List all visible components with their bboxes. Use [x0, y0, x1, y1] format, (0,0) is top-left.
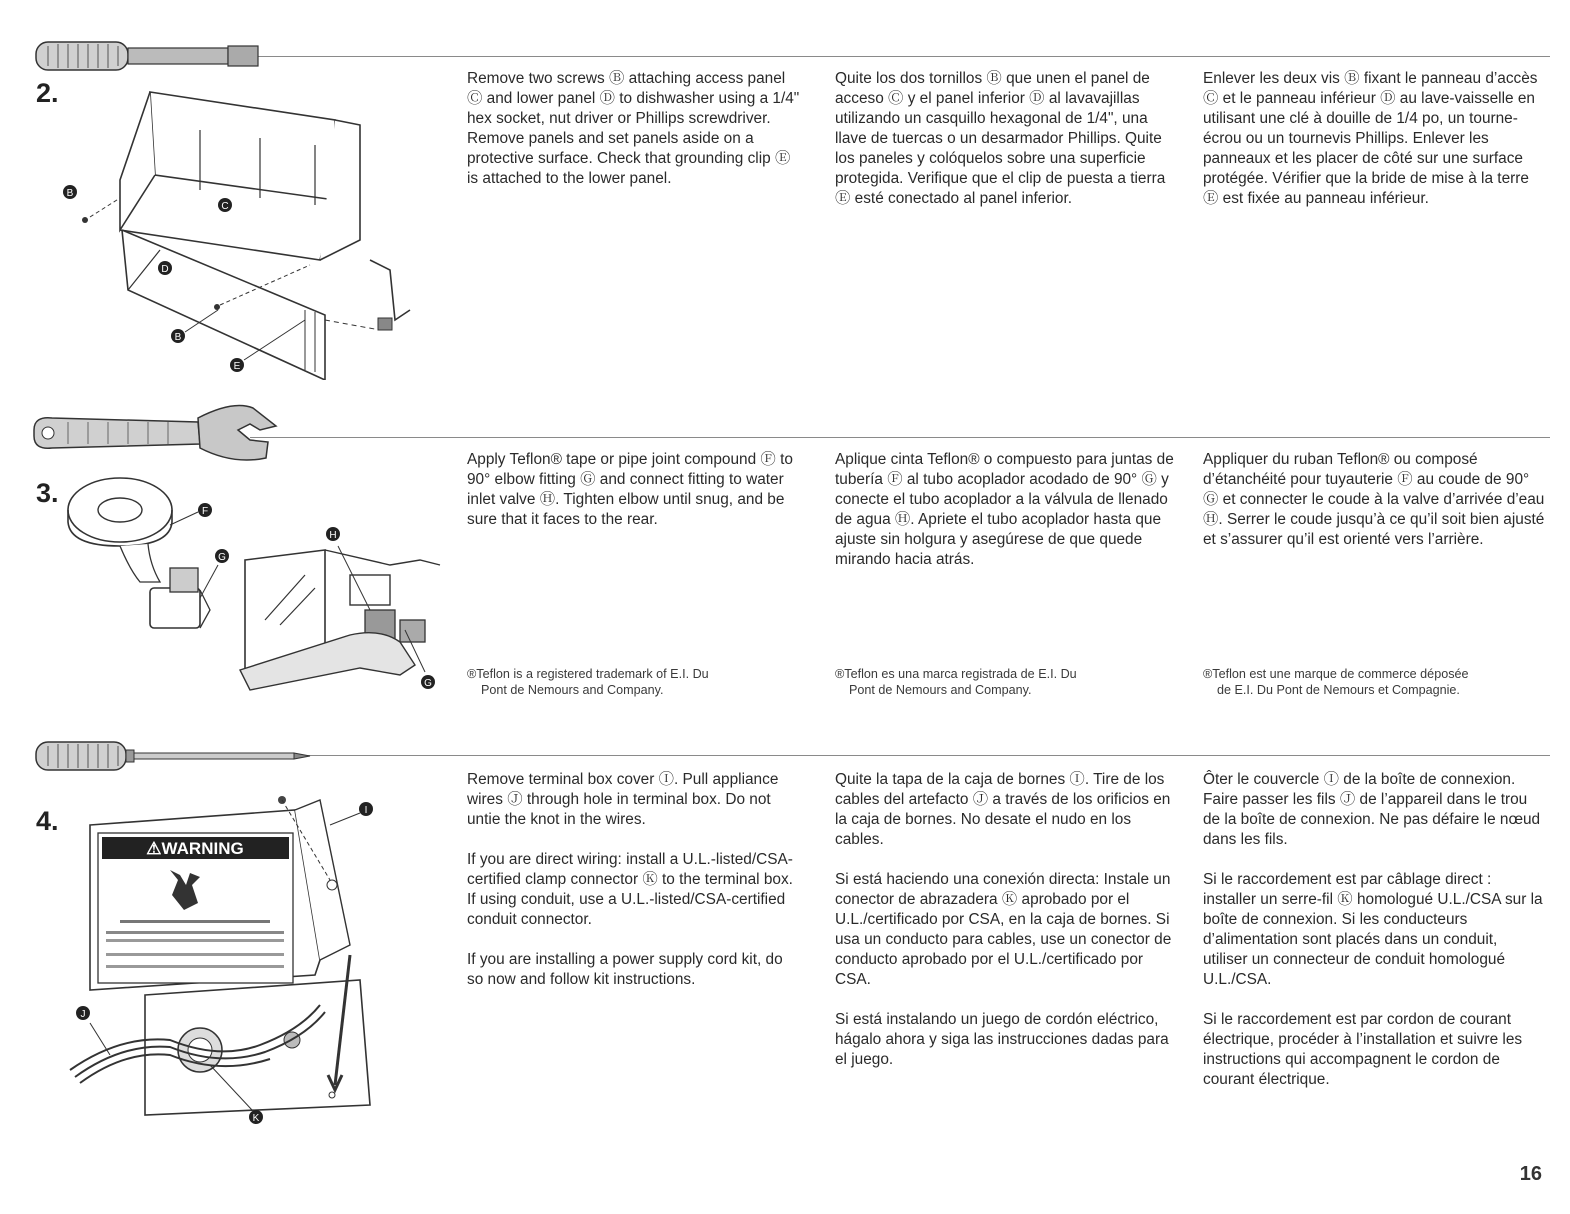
label-d: D	[161, 264, 169, 275]
trademark-french-line-2: de E.I. Du Pont de Nemours et Compagnie.	[1217, 683, 1460, 697]
trademark-note-french	[1203, 666, 1548, 698]
step-4-text-french	[1203, 770, 1543, 1090]
trademark-note-spanish	[835, 666, 1165, 698]
step-2-text-spanish	[835, 69, 1175, 209]
label-g-upper: G	[218, 552, 226, 563]
label-e: E	[233, 361, 241, 372]
label-j: J	[80, 1009, 86, 1020]
step-4-rule	[250, 755, 1550, 756]
trademark-english-line-2: Pont de Nemours and Company.	[481, 683, 664, 697]
adjustable-wrench-icon	[28, 400, 288, 470]
step-3-number: 3.	[36, 478, 59, 508]
step-4-illustration	[60, 785, 390, 1125]
step-2-rule	[250, 56, 1550, 57]
label-g-lower: G	[424, 678, 432, 689]
step-4-french-paragraph-2: Si le raccordement est par câblage direct : installer un serre-fil Ⓚ homologué U.L./CSA sur la boîte de connexion. Si les conducteurs d’alimentation sont placés dans un conduit, utiliser un connecteur de conduit homologué U.L./CSA.	[1203, 871, 1543, 988]
step-2-text-english	[467, 69, 802, 189]
step-3-english-paragraph: Apply Teflon® tape or pipe joint compound Ⓕ to 90° elbow fitting Ⓖ and connect fitting to water inlet valve Ⓗ. Tighten elbow until snug, and be sure that it faces to the rear.	[467, 451, 793, 528]
step-4-english-paragraph-3: If you are installing a power supply cord kit, do so now and follow kit instructions.	[467, 951, 783, 988]
step-3-french-paragraph: Appliquer du ruban Teflon® ou composé d’étanchéité pour tuyauterie Ⓕ au coude de 90° Ⓖ et connecter le coude à la valve d’arrivée d’eau Ⓗ. Serrer le coude jusqu’à ce qu’il soit bien ajusté et s’assurer qu’il est orienté vers l’arrière.	[1203, 451, 1545, 548]
step-2-text-french	[1203, 69, 1543, 209]
label-b-lower: B	[174, 332, 182, 343]
step-4-spanish-paragraph-2: Si está haciendo una conexión directa: Instale un conector de abrazadera Ⓚ aprobado por el U.L./certificado por CSA, en la caja de bornes. Si usa un conducto para cables, use un conector de conducto aprobado por el U.L./certificado por CSA.	[835, 871, 1172, 988]
step-2-illustration	[60, 80, 420, 380]
trademark-french-line-1: ®Teflon est une marque de commerce déposée	[1203, 667, 1469, 681]
trademark-note-english	[467, 666, 797, 698]
step-4-text-spanish	[835, 770, 1175, 1070]
step-3-rule	[250, 437, 1550, 438]
trademark-english-line-1: ®Teflon is a registered trademark of E.I. Du	[467, 667, 709, 681]
step-4-french-paragraph-1: Ôter le couvercle Ⓘ de la boîte de connexion. Faire passer les fils Ⓙ de l’appareil dans le trou de la boîte de connexion. Ne pas défaire le nœud dans les fils.	[1203, 771, 1541, 848]
step-4-english-paragraph-2: If you are direct wiring: install a U.L.-listed/CSA-certified clamp connector Ⓚ to the terminal box. If using conduit, use a U.L.-listed/CSA-certified conduit connector.	[467, 851, 793, 928]
page-number: 16	[1519, 1163, 1542, 1185]
step-2-french-paragraph: Enlever les deux vis Ⓑ fixant le panneau d’accès Ⓒ et le panneau inférieur Ⓓ au lave-vaisselle en utilisant une clé à douille de 1/4 po, un tourne-écrou ou un tournevis Phillips. Enlever les panneaux et les placer de côté sur une surface protégée. Vérifier que la bride de mise à la terre Ⓔ est fixée au panneau inférieur.	[1203, 70, 1538, 207]
step-4-spanish-paragraph-1: Quite la tapa de la caja de bornes Ⓘ. Tire de los cables del artefacto Ⓙ a través de los orificios en la caja de bornes. No desate el nudo en los cables.	[835, 771, 1171, 848]
step-2-spanish-paragraph: Quite los dos tornillos Ⓑ que unen el panel de acceso Ⓒ y el panel inferior Ⓓ al lavavajillas utilizando un casquillo hexagonal de 1/4", una llave de tuercas o un desarmador Phillips. Quite los paneles y colóquelos sobre una superficie protegida. Verifique que el clip de puesta a tierra Ⓔ esté conectado al panel inferior.	[835, 70, 1166, 207]
step-3-text-english	[467, 450, 802, 530]
step-2-english-paragraph: Remove two screws Ⓑ attaching access panel Ⓒ and lower panel Ⓓ to dishwasher using a 1/4" hex socket, nut driver or Phillips screwdriver. Remove panels and set panels aside on a protective surface. Check that grounding clip Ⓔ is attached to the lower panel.	[467, 70, 800, 187]
step-2-number: 2.	[36, 78, 59, 108]
step-3-illustration	[60, 470, 450, 700]
step-4-text-english	[467, 770, 802, 990]
step-3-text-spanish	[835, 450, 1180, 570]
label-i: I	[364, 805, 368, 816]
warning-label-text: ⚠WARNING	[146, 839, 244, 858]
screwdriver-icon	[34, 738, 314, 774]
label-b-upper: B	[66, 188, 74, 199]
step-4-spanish-paragraph-3: Si está instalando un juego de cordón eléctrico, hágalo ahora y siga las instrucciones dadas para el juego.	[835, 1011, 1169, 1068]
trademark-spanish-line-2: Pont de Nemours and Company.	[849, 683, 1032, 697]
step-4-number: 4.	[36, 806, 59, 836]
step-4-french-paragraph-3: Si le raccordement est par cordon de courant électrique, procéder à l’installation et suivre les instructions qui accompagnent le cordon de courant électrique.	[1203, 1011, 1523, 1088]
trademark-spanish-line-1: ®Teflon es una marca registrada de E.I. Du	[835, 667, 1077, 681]
label-f: F	[201, 506, 209, 517]
step-3-spanish-paragraph: Aplique cinta Teflon® o compuesto para juntas de tubería Ⓕ al tubo acoplador acodado de 90° Ⓖ y conecte el tubo acoplador a la válvula de llenado de agua Ⓗ. Apriete el tubo acoplador hasta que ajuste sin holgura y asegúrese de que quede mirando hacia atrás.	[835, 451, 1174, 568]
step-3-text-french	[1203, 450, 1548, 550]
label-h: H	[329, 530, 337, 541]
step-4-english-paragraph-1: Remove terminal box cover Ⓘ. Pull appliance wires Ⓙ through hole in terminal box. Do not untie the knot in the wires.	[467, 771, 779, 828]
label-k: K	[252, 1113, 260, 1124]
label-c: C	[221, 201, 229, 212]
nut-driver-icon	[34, 38, 264, 74]
